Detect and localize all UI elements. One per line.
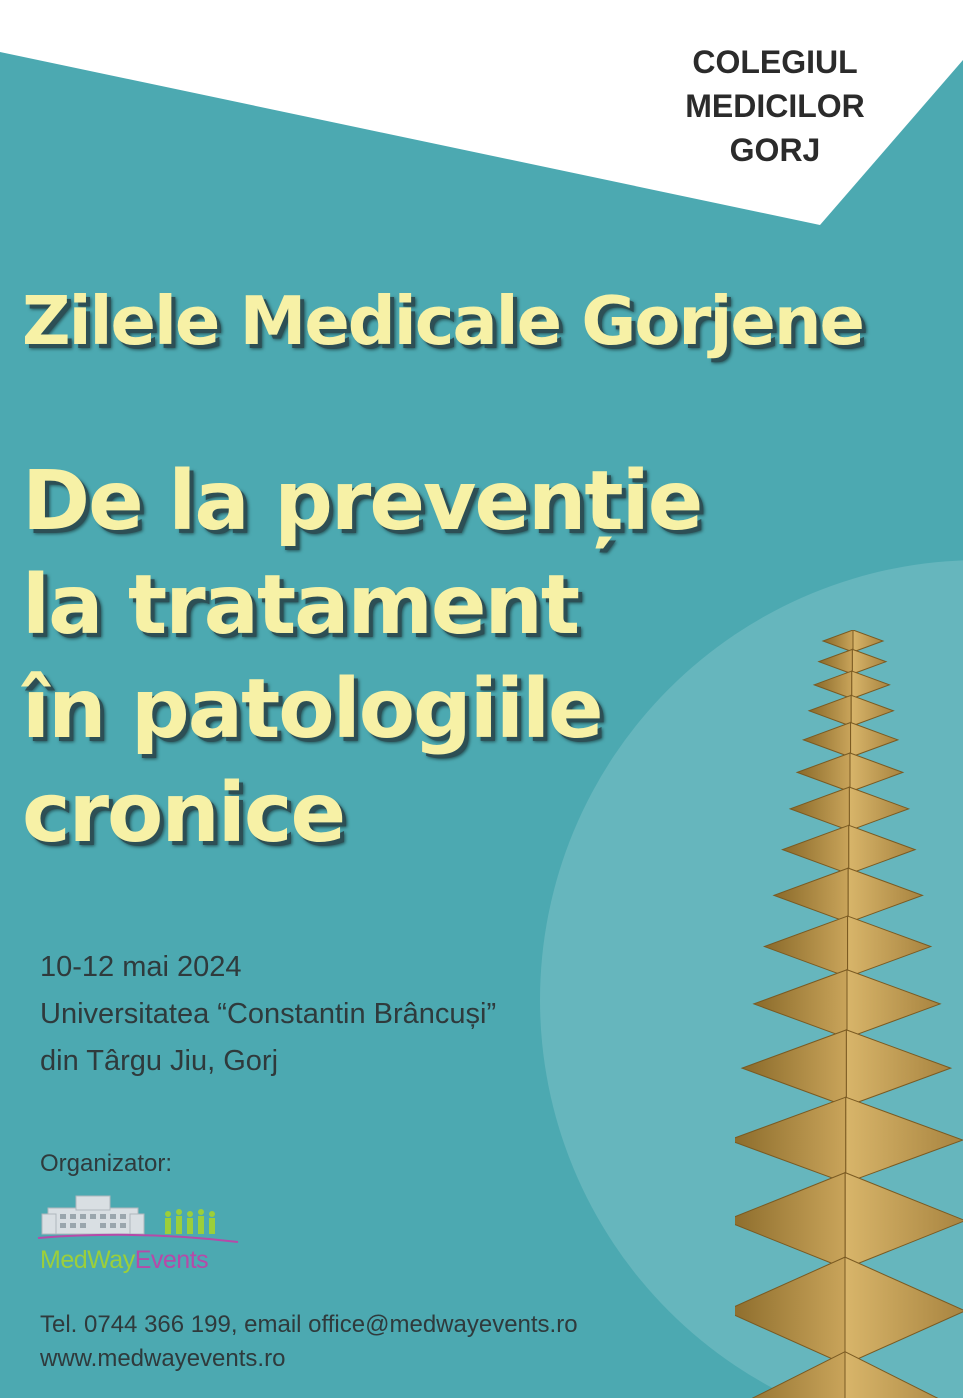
organizer-header-line-1: COLEGIUL	[692, 44, 858, 80]
column-module-left-face	[742, 1030, 846, 1107]
subtitle-line-3: în patologiile	[22, 662, 602, 757]
column-module-right-face	[847, 970, 940, 1038]
column-module-left-face	[754, 970, 847, 1038]
organizer-header-line-3: GORJ	[729, 132, 821, 168]
event-dates: 10-12 mai 2024	[40, 951, 242, 983]
event-venue-line-2: din Târgu Jiu, Gorj	[40, 1045, 279, 1077]
organizer-header-line-2: MEDICILOR	[685, 88, 865, 124]
event-venue-line-1: Universitatea “Constantin Brâncuși”	[40, 998, 497, 1030]
column-module-right-face	[852, 671, 890, 699]
column-module-left-face	[814, 671, 852, 699]
endless-column-illustration	[735, 630, 963, 1398]
column-module-left-face	[735, 1352, 845, 1398]
column-module-left-face	[803, 723, 850, 758]
column-module-left-face	[782, 825, 848, 874]
contact-website: www.medwayevents.ro	[40, 1345, 286, 1372]
column-module-right-face	[846, 1030, 950, 1107]
subtitle-line-1: De la prevenție	[22, 454, 702, 549]
medway-logo-text	[40, 1246, 208, 1275]
column-module-right-face	[845, 1352, 963, 1398]
logo-text-medway: MedWay	[40, 1246, 135, 1274]
subtitle-line-2: la tratament	[22, 558, 579, 653]
column-module-right-face	[848, 868, 922, 922]
column-module-right-face	[850, 753, 903, 792]
column-module-right-face	[853, 630, 883, 652]
subtitle-line-4: cronice	[22, 766, 345, 861]
column-module-left-face	[774, 868, 848, 922]
column-module-right-face	[849, 825, 915, 874]
column-module-left-face	[797, 753, 850, 792]
column-module-right-face	[851, 695, 893, 726]
column-module-left-face	[790, 787, 849, 830]
organizer-label: Organizator:	[40, 1150, 173, 1177]
event-subtitle	[22, 450, 701, 866]
event-title: Zilele Medicale Gorjene	[22, 282, 863, 360]
column-module-right-face	[845, 1257, 963, 1365]
column-module-left-face	[735, 1173, 845, 1269]
column-module-right-face	[845, 1173, 963, 1269]
column-module-right-face	[851, 723, 898, 758]
contact-info	[40, 1308, 578, 1376]
column-module-right-face	[852, 649, 886, 674]
column-module-left-face	[809, 695, 851, 726]
column-module-left-face	[823, 630, 853, 652]
contact-phone-email: Tel. 0744 366 199, email office@medwayevents.ro	[40, 1311, 578, 1338]
column-module-left-face	[764, 916, 847, 977]
column-module-right-face	[848, 916, 931, 977]
column-module-right-face	[849, 787, 908, 830]
column-module-left-face	[735, 1257, 845, 1365]
organizer-header	[640, 40, 910, 172]
column-module-right-face	[846, 1097, 963, 1183]
logo-text-events: Events	[134, 1246, 209, 1274]
event-details	[40, 944, 496, 1085]
column-module-left-face	[735, 1097, 846, 1183]
column-module-left-face	[819, 649, 853, 674]
